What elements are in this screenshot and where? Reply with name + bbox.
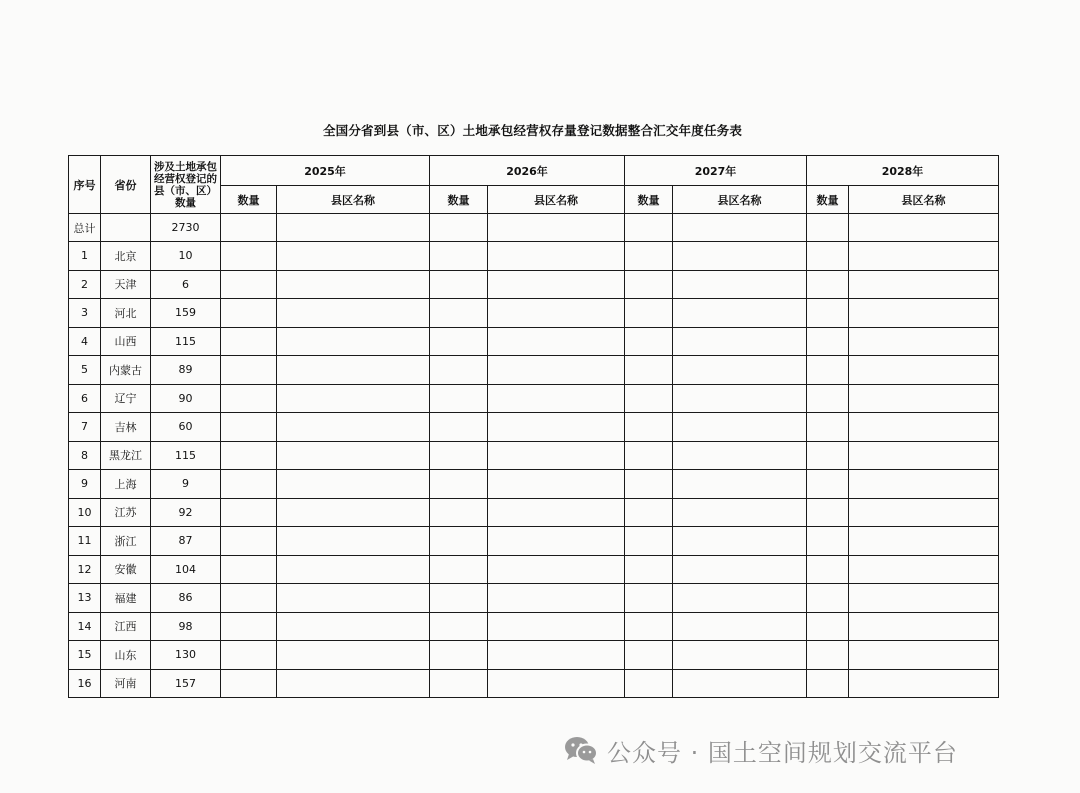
table-cell	[849, 470, 999, 499]
table-cell	[849, 299, 999, 328]
table-cell	[277, 669, 430, 698]
table-cell	[488, 356, 625, 385]
table-cell	[625, 441, 673, 470]
table-cell	[430, 669, 488, 698]
header-county-count: 涉及土地承包 经营权登记的 县（市、区） 数量	[151, 156, 221, 214]
table-cell	[277, 441, 430, 470]
row-province: 山东	[101, 641, 151, 670]
header-county-name: 县区名称	[277, 186, 430, 214]
table-row	[69, 527, 999, 556]
table-cell	[807, 612, 849, 641]
table-cell	[430, 242, 488, 271]
table-cell	[673, 413, 807, 442]
table-cell	[101, 214, 151, 242]
row-county-count: 115	[151, 441, 221, 470]
table-cell	[625, 527, 673, 556]
total-row	[69, 214, 999, 242]
table-cell	[488, 527, 625, 556]
header-year-2027: 2027年	[625, 156, 807, 186]
row-seq: 14	[69, 612, 101, 641]
watermark	[563, 733, 958, 767]
table-cell	[673, 470, 807, 499]
header-year-2025: 2025年	[221, 156, 430, 186]
table-cell	[807, 214, 849, 242]
table-cell	[221, 270, 277, 299]
table-cell	[277, 641, 430, 670]
table-cell	[221, 612, 277, 641]
table-cell	[849, 612, 999, 641]
table-cell	[488, 669, 625, 698]
row-province: 天津	[101, 270, 151, 299]
row-seq: 1	[69, 242, 101, 271]
row-seq: 5	[69, 356, 101, 385]
table-cell	[277, 384, 430, 413]
table-cell	[221, 327, 277, 356]
row-county-count: 98	[151, 612, 221, 641]
header-quantity: 数量	[221, 186, 277, 214]
table-cell	[625, 470, 673, 499]
header-county-name: 县区名称	[673, 186, 807, 214]
table-cell	[807, 242, 849, 271]
header-seq: 序号	[69, 156, 101, 214]
table-cell	[221, 413, 277, 442]
table-cell	[277, 242, 430, 271]
table-row	[69, 641, 999, 670]
table-cell	[221, 641, 277, 670]
table-row	[69, 584, 999, 613]
table-cell	[221, 555, 277, 584]
table-cell	[221, 384, 277, 413]
total-count: 2730	[151, 214, 221, 242]
table-cell	[488, 270, 625, 299]
total-label: 总计	[69, 214, 101, 242]
table-cell	[673, 356, 807, 385]
row-county-count: 86	[151, 584, 221, 613]
table-cell	[673, 555, 807, 584]
table-cell	[807, 299, 849, 328]
table-cell	[673, 641, 807, 670]
table-cell	[625, 612, 673, 641]
table-row	[69, 242, 999, 271]
table-cell	[221, 584, 277, 613]
table-cell	[849, 641, 999, 670]
row-province: 黑龙江	[101, 441, 151, 470]
table-cell	[849, 555, 999, 584]
table-row	[69, 384, 999, 413]
table-cell	[277, 356, 430, 385]
row-province: 河南	[101, 669, 151, 698]
table-cell	[673, 527, 807, 556]
table-cell	[221, 527, 277, 556]
table-cell	[849, 413, 999, 442]
table-row	[69, 612, 999, 641]
table-cell	[807, 641, 849, 670]
header-county-name: 县区名称	[849, 186, 999, 214]
table-cell	[807, 527, 849, 556]
table-cell	[488, 299, 625, 328]
table-cell	[807, 384, 849, 413]
row-seq: 13	[69, 584, 101, 613]
table-cell	[807, 270, 849, 299]
table-cell	[625, 669, 673, 698]
table-cell	[277, 470, 430, 499]
wechat-icon	[563, 735, 599, 765]
table-cell	[277, 270, 430, 299]
table-cell	[277, 299, 430, 328]
table-cell	[849, 669, 999, 698]
row-seq: 2	[69, 270, 101, 299]
table-cell	[807, 441, 849, 470]
table-cell	[849, 356, 999, 385]
table-cell	[673, 384, 807, 413]
table-cell	[488, 584, 625, 613]
header-quantity: 数量	[807, 186, 849, 214]
table-cell	[673, 270, 807, 299]
table-cell	[625, 356, 673, 385]
table-cell	[488, 214, 625, 242]
header-quantity: 数量	[430, 186, 488, 214]
table-cell	[673, 299, 807, 328]
table-cell	[849, 242, 999, 271]
table-cell	[673, 612, 807, 641]
row-seq: 9	[69, 470, 101, 499]
table-cell	[221, 214, 277, 242]
table-cell	[807, 669, 849, 698]
header-year-2028: 2028年	[807, 156, 999, 186]
table-cell	[673, 498, 807, 527]
table-cell	[849, 327, 999, 356]
table-cell	[807, 327, 849, 356]
table-row	[69, 413, 999, 442]
table-cell	[807, 413, 849, 442]
table-cell	[625, 214, 673, 242]
table-row	[69, 441, 999, 470]
table-cell	[277, 555, 430, 584]
row-county-count: 130	[151, 641, 221, 670]
row-seq: 10	[69, 498, 101, 527]
row-province: 江西	[101, 612, 151, 641]
table-cell	[430, 584, 488, 613]
page-title: 全国分省到县（市、区）土地承包经营权存量登记数据整合汇交年度任务表	[322, 123, 743, 138]
table-cell	[488, 470, 625, 499]
table-cell	[430, 356, 488, 385]
row-seq: 8	[69, 441, 101, 470]
row-seq: 3	[69, 299, 101, 328]
table-row	[69, 669, 999, 698]
row-province: 辽宁	[101, 384, 151, 413]
table-row	[69, 299, 999, 328]
table-body	[69, 214, 999, 698]
table-cell	[221, 242, 277, 271]
row-county-count: 90	[151, 384, 221, 413]
task-table	[68, 155, 999, 698]
row-province: 河北	[101, 299, 151, 328]
row-seq: 7	[69, 413, 101, 442]
row-province: 吉林	[101, 413, 151, 442]
table-cell	[277, 327, 430, 356]
table-cell	[430, 641, 488, 670]
table-cell	[673, 669, 807, 698]
table-cell	[277, 498, 430, 527]
table-cell	[430, 527, 488, 556]
header-year-2026: 2026年	[430, 156, 625, 186]
row-county-count: 104	[151, 555, 221, 584]
header-province: 省份	[101, 156, 151, 214]
table-cell	[277, 612, 430, 641]
table-cell	[488, 641, 625, 670]
table-cell	[673, 584, 807, 613]
table-cell	[488, 555, 625, 584]
table-cell	[221, 669, 277, 698]
row-county-count: 92	[151, 498, 221, 527]
table-cell	[277, 584, 430, 613]
row-county-count: 159	[151, 299, 221, 328]
table-cell	[625, 413, 673, 442]
table-cell	[625, 299, 673, 328]
table-cell	[807, 555, 849, 584]
table-cell	[625, 555, 673, 584]
table-cell	[807, 498, 849, 527]
table-row	[69, 270, 999, 299]
row-seq: 16	[69, 669, 101, 698]
row-province: 山西	[101, 327, 151, 356]
table-cell	[673, 214, 807, 242]
table-cell	[849, 270, 999, 299]
table-cell	[673, 441, 807, 470]
table-cell	[430, 384, 488, 413]
row-county-count: 89	[151, 356, 221, 385]
row-province: 浙江	[101, 527, 151, 556]
table-cell	[430, 498, 488, 527]
row-province: 福建	[101, 584, 151, 613]
table-cell	[277, 214, 430, 242]
header-row-years	[69, 156, 999, 186]
header-county-name: 县区名称	[488, 186, 625, 214]
row-county-count: 10	[151, 242, 221, 271]
row-seq: 12	[69, 555, 101, 584]
table-cell	[277, 413, 430, 442]
table-cell	[430, 270, 488, 299]
table-cell	[807, 584, 849, 613]
row-county-count: 87	[151, 527, 221, 556]
row-province: 江苏	[101, 498, 151, 527]
table-row	[69, 555, 999, 584]
row-province: 北京	[101, 242, 151, 271]
table-cell	[430, 327, 488, 356]
table-cell	[430, 413, 488, 442]
table-cell	[849, 527, 999, 556]
table-cell	[488, 242, 625, 271]
table-cell	[849, 441, 999, 470]
table-cell	[430, 612, 488, 641]
table-cell	[625, 498, 673, 527]
table-cell	[488, 498, 625, 527]
table-cell	[849, 584, 999, 613]
table-cell	[221, 441, 277, 470]
table-row	[69, 327, 999, 356]
table-cell	[488, 327, 625, 356]
row-seq: 11	[69, 527, 101, 556]
table-row	[69, 498, 999, 527]
table-cell	[221, 356, 277, 385]
row-county-count: 157	[151, 669, 221, 698]
table-cell	[221, 470, 277, 499]
table-cell	[430, 555, 488, 584]
row-seq: 6	[69, 384, 101, 413]
row-seq: 4	[69, 327, 101, 356]
table-cell	[625, 584, 673, 613]
table-cell	[277, 527, 430, 556]
row-county-count: 9	[151, 470, 221, 499]
table-cell	[849, 214, 999, 242]
table-row	[69, 356, 999, 385]
row-province: 上海	[101, 470, 151, 499]
table-cell	[849, 384, 999, 413]
table-cell	[673, 327, 807, 356]
table-cell	[625, 242, 673, 271]
row-county-count: 115	[151, 327, 221, 356]
table-cell	[430, 299, 488, 328]
header-quantity: 数量	[625, 186, 673, 214]
table-cell	[488, 413, 625, 442]
table-cell	[430, 441, 488, 470]
table-cell	[221, 299, 277, 328]
table-cell	[673, 242, 807, 271]
table-cell	[488, 612, 625, 641]
table-cell	[430, 214, 488, 242]
table-cell	[430, 470, 488, 499]
watermark-text: 公众号 · 国土空间规划交流平台	[607, 738, 958, 767]
table-cell	[488, 441, 625, 470]
table-cell	[625, 270, 673, 299]
table-cell	[625, 641, 673, 670]
table-cell	[221, 498, 277, 527]
row-county-count: 60	[151, 413, 221, 442]
table-cell	[488, 384, 625, 413]
row-county-count: 6	[151, 270, 221, 299]
table-cell	[807, 356, 849, 385]
row-province: 安徽	[101, 555, 151, 584]
row-seq: 15	[69, 641, 101, 670]
table-cell	[807, 470, 849, 499]
table-cell	[625, 327, 673, 356]
row-province: 内蒙古	[101, 356, 151, 385]
table-cell	[849, 498, 999, 527]
table-row	[69, 470, 999, 499]
table-cell	[625, 384, 673, 413]
